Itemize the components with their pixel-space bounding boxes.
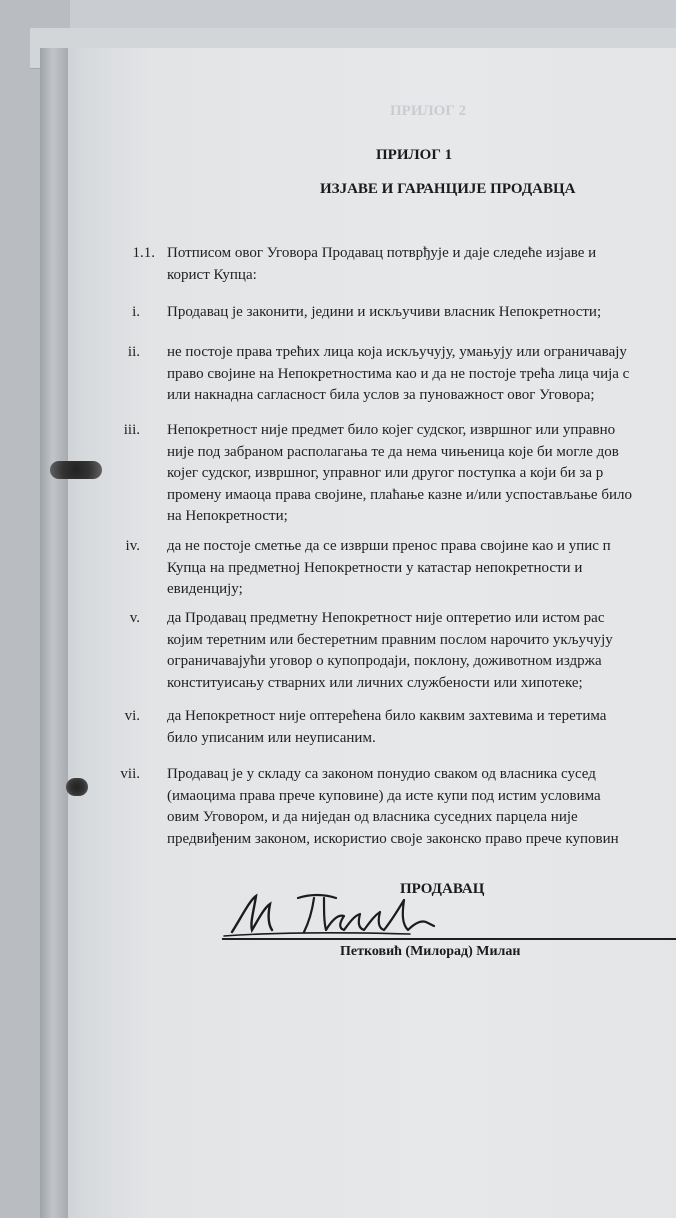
list-item [167, 302, 676, 324]
list-item [167, 608, 676, 694]
text-line: или накнадна сагласност била услов за пуноважност овог Уговора; [167, 387, 595, 403]
document-page [40, 48, 676, 1218]
item-number: i. [132, 304, 140, 320]
text-line: да не постоје сметње да се изврши пренос права својине као и упис п [167, 538, 611, 554]
text-line: Потписом овог Уговора Продавац потврђује и даје следеће изјаве и [167, 245, 597, 261]
text-line: корист Купца: [167, 266, 257, 283]
handwritten-signature [220, 886, 440, 942]
text-line: конституисању стварних или личних службености или хипотеке; [167, 674, 583, 691]
text-line: предвиђеним законом, искористио своје законско право прече куповин [167, 830, 619, 847]
item-number: vii. [120, 766, 140, 782]
ghost-title: ПРИЛОГ 2 [390, 103, 467, 119]
text-line: Непокретност није предмет било којег судског, извршног или управно [167, 422, 616, 438]
text-line: да Непокретност није оптерећена било каквим захтевима и теретима [167, 708, 607, 724]
text-line: није под забраном располагања те да нема чињеница које би могле дов [167, 443, 619, 460]
item-number: ii. [127, 344, 140, 360]
text-line: право својине на Непокретностима као и да не постоје трећа лица чија с [167, 365, 630, 382]
text-line: било уписаним или неуписаним. [167, 729, 376, 746]
text-line: овим Уговором, и да ниједан од власника суседних парцела није [167, 809, 578, 825]
text-line: да Продавац предметну Непокретност није оптеретио или истом рас [167, 610, 605, 626]
text-line: којим теретним или бестеретним правним послом нарочито укључују [167, 631, 613, 648]
list-item [167, 342, 676, 407]
binder-edge [40, 48, 68, 1218]
text-line: евиденцију; [167, 581, 243, 597]
list-item [167, 536, 676, 601]
list-item [167, 420, 676, 528]
item-number: iii. [123, 422, 140, 438]
signature-line [222, 938, 676, 940]
annex-title: ПРИЛОГ 1 [376, 147, 453, 163]
binder-ring-icon [50, 461, 102, 479]
seller-name: Петковић (Милорад) Милан [340, 944, 521, 959]
list-item [167, 764, 676, 850]
text-line: Продавац је законити, једини и искључиви власник Непокретности; [167, 304, 602, 320]
intro-paragraph [167, 243, 676, 286]
text-line: (имаоцима права прече куповине) да исте купи под истим условима [167, 787, 601, 804]
text-line: Купца на предметној Непокретности у катастар непокретности и [167, 559, 583, 576]
intro-number: 1.1. [132, 245, 155, 261]
item-number: iv. [125, 538, 140, 554]
text-line: којег судског, извршног, управног или другог поступка а који би за р [167, 465, 604, 481]
list-item [167, 706, 676, 749]
item-number: vi. [124, 708, 140, 724]
text-line: промену имаоца права својине, плаћање казне и/или успостављање било [167, 486, 632, 503]
text-line: не постоје права трећих лица која искључују, умањују или ограничавају [167, 344, 627, 360]
text-line: Продавац је у складу са законом понудио сваком од власника сусед [167, 766, 596, 782]
text-line: на Непокретности; [167, 508, 288, 524]
seller-label: ПРОДАВАЦ [400, 881, 485, 897]
annex-subtitle: ИЗЈАВЕ И ГАРАНЦИЈЕ ПРОДАВЦА [320, 181, 576, 197]
text-line: ограничавајући уговор о купопродаји, поклону, доживотном издржа [167, 653, 602, 669]
item-number: v. [129, 610, 140, 626]
